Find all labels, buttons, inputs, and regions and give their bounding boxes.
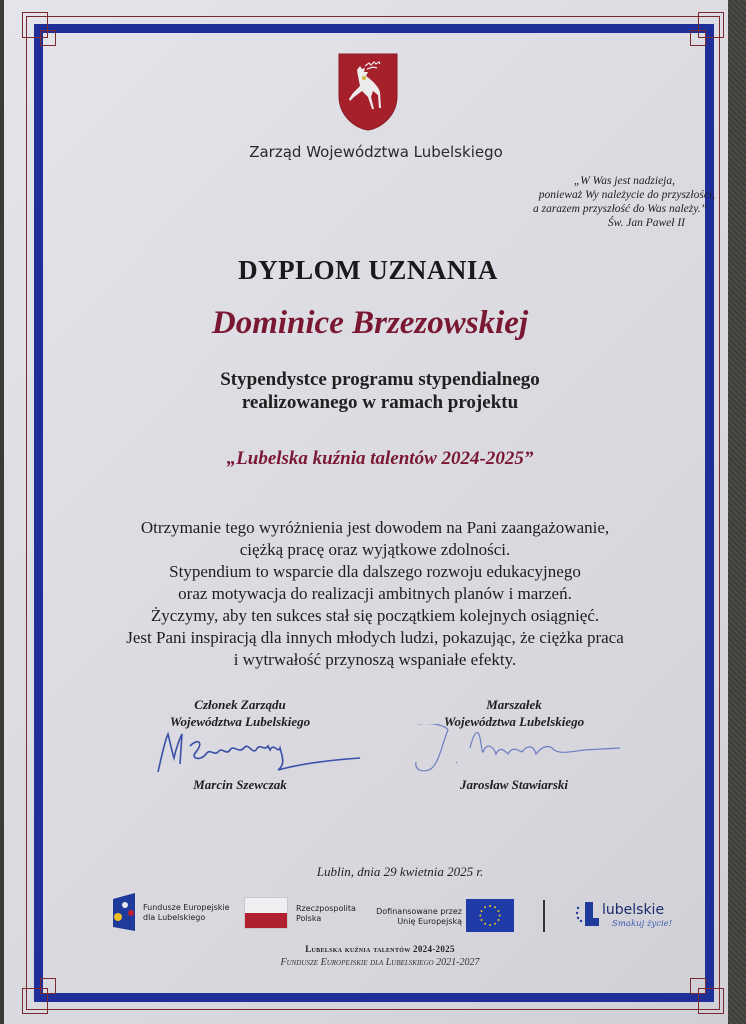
body-line: Otrzymanie tego wyróżnienia jest dowodem na Pani zaangażowanie, [140,518,610,537]
body-line: Stypendium to wsparcie dla dalszego rozwoju edukacyjnego [169,562,581,581]
body-line: ciężką pracę oraz wyjątkowe zdolności. [239,540,511,559]
eu-logo-line: Dofinansowane przez [376,907,462,916]
signatory-name: Marcin Szewczak [193,777,287,792]
quote-block [480,174,715,230]
lubelskie-tagline: Smakuj życie! [612,919,673,929]
handwritten-signature-icon [384,724,644,784]
body-text [90,517,660,671]
footer-program: Fundusze Europejskie dla Lubelskiego 2021-2027 [280,957,480,968]
subtitle-line: realizowanego w ramach projektu [241,392,519,413]
fe-logo-line: dla Lubelskiego [143,913,206,922]
eu-logo-label [372,907,462,927]
project-name: „Lubelska kuźnia talentów 2024-2025” [226,448,534,469]
fe-logo-label [143,903,230,923]
rp-logo-line: Polska [296,914,322,923]
body-line: Jest Pani inspiracją dla innych młodych ludzi, pokazując, że ciężka praca [126,628,624,647]
date-place: Lublin, dnia 29 kwietnia 2025 r. [316,864,484,879]
quote-author: Św. Jan Paweł II [607,217,685,229]
quote-line: ponieważ Wy należycie do przyszłości, [538,189,715,201]
signature-role: Województwa Lubelskiego [169,714,311,729]
corner-ornament [40,978,56,994]
lubelskie-logo-text: lubelskie [602,902,665,918]
signature-block-left [110,696,370,792]
eu-logo-line: Unię Europejską [397,917,462,926]
blue-frame [34,24,714,1002]
corner-ornament [40,30,56,46]
fundusze-europejskie-logo-icon [113,893,135,931]
quote-line: a zarazem przyszłość do Was należy.” [532,203,707,215]
lubelskie-logo-icon [575,900,599,928]
footer-project: Lubelska kuźnia talentów 2024-2025 [305,944,455,954]
corner-ornament [690,978,706,994]
signature-role: Członek Zarządu [194,697,286,712]
body-line: i wytrwałość przynoszą wspaniałe efekty. [233,650,517,669]
diploma-subtitle [140,368,620,414]
eu-flag-icon [466,899,514,932]
organization-name: Zarząd Województwa Lubelskiego [249,143,503,161]
diploma-title: DYPLOM UZNANIA [238,255,498,285]
recipient-name: Dominice Brzezowskiej [211,305,529,341]
body-line: Życzymy, aby ten sukces stał się początkiem kolejnych osiągnięć. [150,606,600,625]
deer-coat-of-arms-icon [337,52,399,132]
rp-logo-label [296,904,356,924]
signature-role: Województwa Lubelskiego [443,714,585,729]
corner-ornament [690,30,706,46]
signature-role: Marszałek [486,697,542,712]
quote-line: „W Was jest nadzieja, [573,175,675,187]
polish-flag-icon [244,897,288,929]
signature-block-right [384,696,644,792]
rp-logo-line: Rzeczpospolita [296,904,356,913]
fe-logo-line: Fundusze Europejskie [143,903,230,912]
background-surface [728,0,746,1024]
logo-divider [543,900,545,932]
signatory-name: Jarosław Stawiarski [459,777,568,792]
handwritten-signature-icon [110,724,370,784]
subtitle-line: Stypendystce programu stypendialnego [220,369,540,390]
body-line: oraz motywacja do realizacji ambitnych planów i marzeń. [178,584,572,603]
